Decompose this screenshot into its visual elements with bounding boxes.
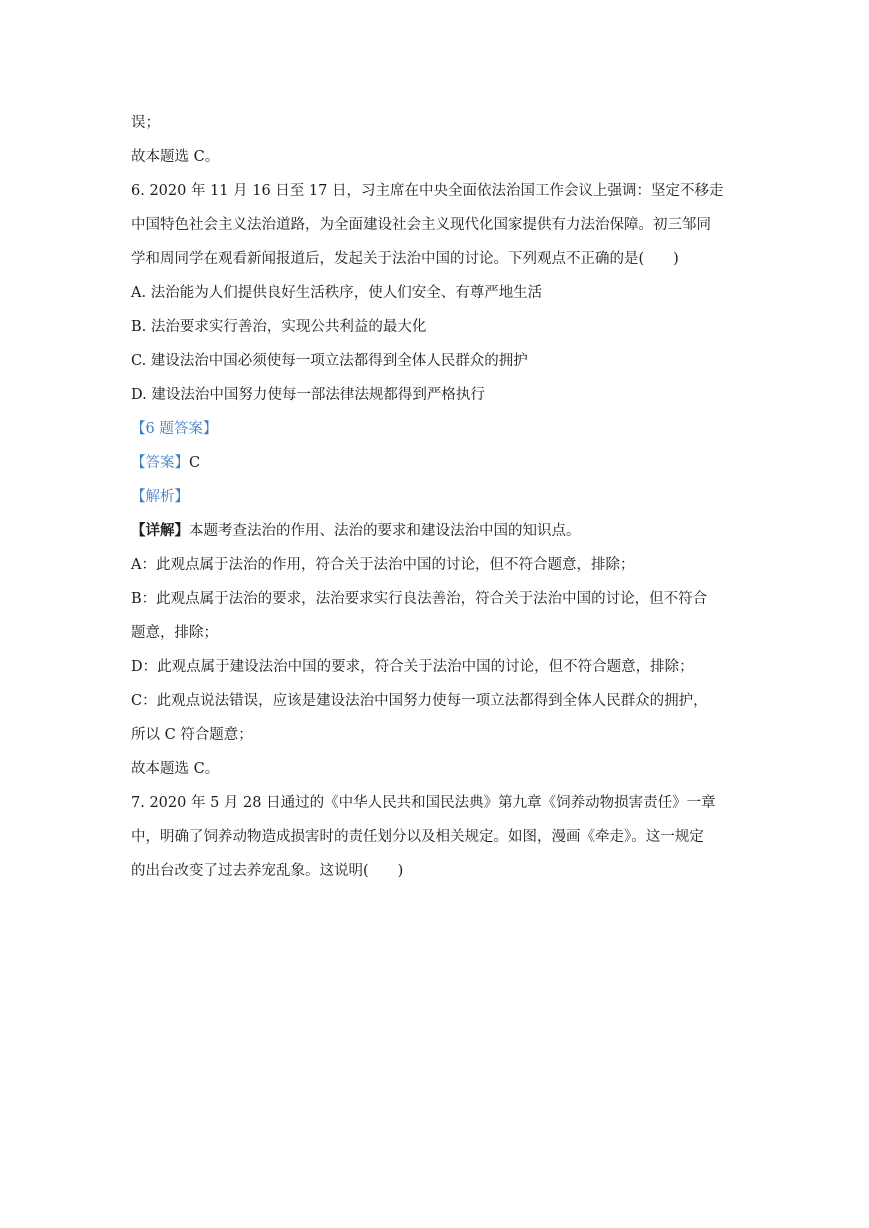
answer-line <box>131 453 751 473</box>
detail-text: 本题考查法治的作用、法治的要求和建设法治中国的知识点。 <box>189 523 581 539</box>
option-d: D. 建设法治中国努力使每一部法律法规都得到严格执行 <box>131 387 485 403</box>
option-a: A. 法治能为人们提供良好生活秩序，使人们安全、有尊严地生活 <box>131 285 543 301</box>
question-6-stem: 6. 2020 年 11 月 16 日至 17 日，习主席在中央全面依法治国工作会议上强调：坚定不移走 <box>131 183 724 199</box>
explanation-line: A：此观点属于法治的作用，符合关于法治中国的讨论，但不符合题意，排除； <box>131 557 635 573</box>
explanation-line: B：此观点属于法治的要求，法治要求实行良法善治，符合关于法治中国的讨论，但不符合 <box>131 591 708 607</box>
explanation-line: D：此观点属于建设法治中国的要求，符合关于法治中国的讨论，但不符合题意，排除； <box>131 659 694 675</box>
question-7-stem: 的出台改变了过去养宠乱象。这说明( ) <box>131 863 404 879</box>
question-6-stem: 中国特色社会主义法治道路，为全面建设社会主义现代化国家提供有力法治保障。初三邹同 <box>131 217 711 233</box>
explanation-line: C：此观点说法错误，应该是建设法治中国努力使每一项立法都得到全体人民群众的拥护， <box>131 693 708 709</box>
option-c: C. 建设法治中国必须使每一项立法都得到全体人民群众的拥护 <box>131 353 528 369</box>
question-6-stem: 学和周同学在观看新闻报道后，发起关于法治中国的讨论。下列观点不正确的是( ) <box>131 251 679 267</box>
answer-heading: 【6 题答案】 <box>131 421 218 437</box>
analysis-heading: 【解析】 <box>131 489 189 505</box>
answer-label: 【答案】 <box>131 455 189 471</box>
option-b: B. 法治要求实行善治，实现公共利益的最大化 <box>131 319 427 335</box>
detail-line <box>131 521 751 541</box>
conclusion-line: 故本题选 C。 <box>131 761 220 777</box>
explanation-line: 所以 C 符合题意； <box>131 727 253 743</box>
question-7-stem: 7. 2020 年 5 月 28 日通过的《中华人民共和国民法典》第九章《饲养动物损害责任》一章 <box>131 795 716 811</box>
text-line: 误； <box>131 115 160 131</box>
question-7-stem: 中，明确了饲养动物造成损害时的责任划分以及相关规定。如图，漫画《牵走》。这一规定 <box>131 829 704 845</box>
explanation-line: 题意，排除； <box>131 625 218 641</box>
text-line: 故本题选 C。 <box>131 149 220 165</box>
answer-value: C <box>189 455 201 471</box>
detail-label: 【详解】 <box>131 522 189 539</box>
